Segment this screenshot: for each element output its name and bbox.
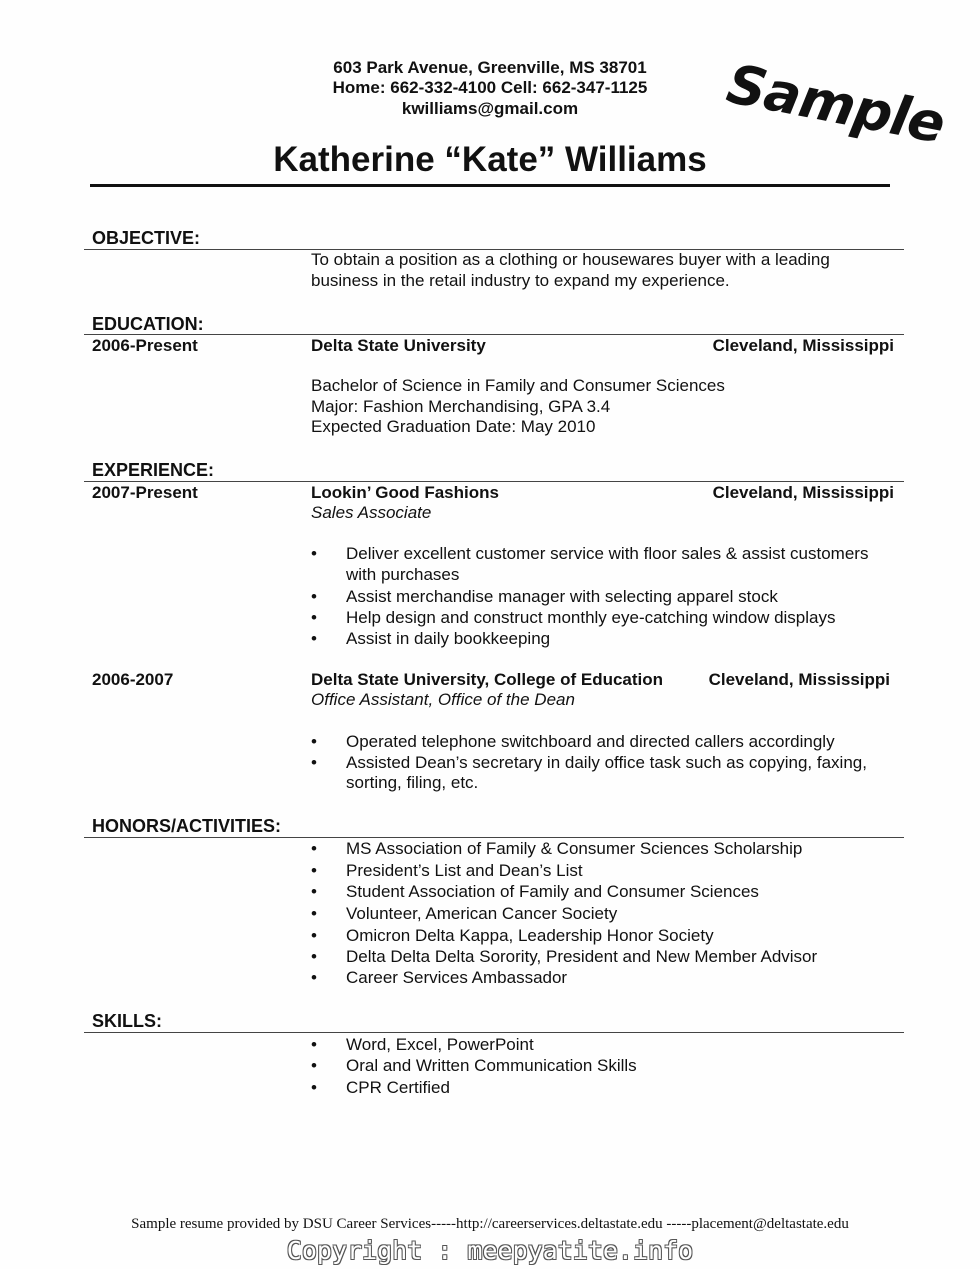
job-bullet: Assisted Dean’s secretary in daily office task such as copying, faxing, <box>346 753 867 772</box>
job-bullet: Help design and construct monthly eye-catching window displays <box>346 608 836 627</box>
job-bullet: Deliver excellent customer service with floor sales & assist customers <box>346 544 869 563</box>
job-dates: 2006-2007 <box>92 670 174 689</box>
education-line: Bachelor of Science in Family and Consumer Sciences <box>311 376 725 395</box>
copyright-watermark: Copyright : meepyatite.info <box>286 1236 694 1265</box>
bullet-icon: • <box>311 968 317 987</box>
honor-item: MS Association of Family & Consumer Sciences Scholarship <box>346 839 803 858</box>
job-bullet: Operated telephone switchboard and directed callers accordingly <box>346 732 835 751</box>
job-dates: 2007-Present <box>92 483 198 502</box>
education-school: Delta State University <box>311 336 486 355</box>
bullet-icon: • <box>311 947 317 966</box>
objective-line: business in the retail industry to expand my experience. <box>311 271 730 290</box>
education-heading: EDUCATION: <box>92 314 204 334</box>
honor-item: Career Services Ambassador <box>346 968 568 987</box>
honor-item: President’s List and Dean’s List <box>346 861 583 880</box>
honor-item: Omicron Delta Kappa, Leadership Honor Society <box>346 926 714 945</box>
bullet-icon: • <box>311 629 317 648</box>
sample-stamp: Sample <box>721 52 950 156</box>
job-location: Cleveland, Mississippi <box>712 483 894 502</box>
bullet-icon: • <box>311 1035 317 1054</box>
honor-item: Delta Delta Delta Sorority, President and New Member Advisor <box>346 947 818 966</box>
skills-rule <box>84 1032 904 1033</box>
bullet-icon: • <box>311 753 317 772</box>
bullet-icon: • <box>311 839 317 858</box>
job-bullet: Assist in daily bookkeeping <box>346 629 551 648</box>
job-bullet: sorting, filing, etc. <box>346 773 479 792</box>
job-bullet: with purchases <box>346 565 460 584</box>
skill-item: CPR Certified <box>346 1078 450 1097</box>
experience-heading: EXPERIENCE: <box>92 460 215 480</box>
bullet-icon: • <box>311 1078 317 1097</box>
bullet-icon: • <box>311 1056 317 1075</box>
bullet-icon: • <box>311 882 317 901</box>
honors-rule <box>84 837 904 838</box>
skills-heading: SKILLS: <box>92 1011 162 1031</box>
bullet-icon: • <box>311 587 317 606</box>
footer-note: Sample resume provided by DSU Career Services-----http://careerservices.deltastate.edu -----placement@deltastate.edu <box>131 1216 849 1232</box>
education-location: Cleveland, Mississippi <box>712 336 894 355</box>
candidate-name: Katherine “Kate” Williams <box>273 140 707 179</box>
name-underline <box>90 184 890 187</box>
bullet-icon: • <box>311 608 317 627</box>
bullet-icon: • <box>311 904 317 923</box>
education-line: Expected Graduation Date: May 2010 <box>311 417 596 436</box>
bullet-icon: • <box>311 861 317 880</box>
job-location: Cleveland, Mississippi <box>708 670 890 689</box>
email: kwilliams@gmail.com <box>401 99 579 118</box>
education-line: Major: Fashion Merchandising, GPA 3.4 <box>311 397 611 416</box>
job-title: Sales Associate <box>311 503 432 522</box>
honors-heading: HONORS/ACTIVITIES: <box>92 816 282 836</box>
bullet-icon: • <box>311 926 317 945</box>
education-rule <box>84 334 904 335</box>
honor-item: Student Association of Family and Consumer Sciences <box>346 882 759 901</box>
objective-heading: OBJECTIVE: <box>92 228 201 248</box>
honor-item: Volunteer, American Cancer Society <box>346 904 618 923</box>
skill-item: Word, Excel, PowerPoint <box>346 1035 534 1054</box>
job-bullet: Assist merchandise manager with selecting apparel stock <box>346 587 778 606</box>
bullet-icon: • <box>311 544 317 563</box>
experience-rule <box>84 481 904 482</box>
job-title: Office Assistant, Office of the Dean <box>311 690 575 709</box>
job-employer: Delta State University, College of Education <box>311 670 664 689</box>
objective-line: To obtain a position as a clothing or housewares buyer with a leading <box>311 250 830 269</box>
phone-numbers: Home: 662-332-4100 Cell: 662-347-1125 <box>332 78 648 97</box>
education-dates: 2006-Present <box>92 336 198 355</box>
skill-item: Oral and Written Communication Skills <box>346 1056 637 1075</box>
bullet-icon: • <box>311 732 317 751</box>
job-employer: Lookin’ Good Fashions <box>311 483 499 502</box>
address: 603 Park Avenue, Greenville, MS 38701 <box>333 58 647 77</box>
